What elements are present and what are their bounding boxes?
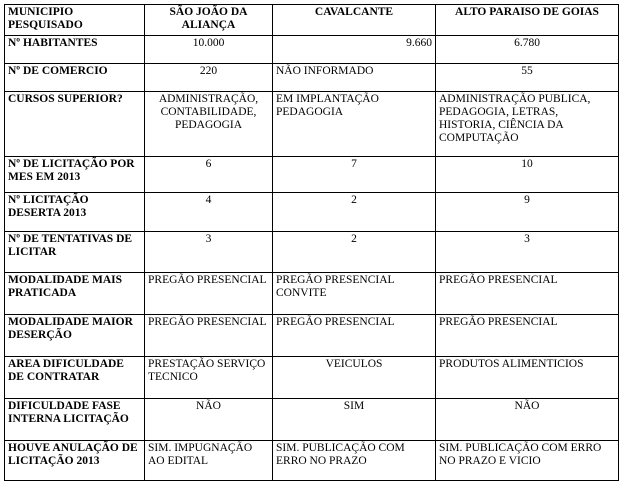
table-row [5, 157, 619, 193]
table-row [5, 64, 619, 92]
header-municipio: MUNICIPIO PESQUISADO [5, 5, 145, 36]
cell-value: PREGÃO PRESENCIAL [145, 273, 273, 315]
table-row [5, 315, 619, 357]
cell-value: PREGÃO PRESENCIAL [436, 273, 619, 315]
cell-value: PRESTAÇÃO SERVIÇO TECNICO [145, 357, 273, 399]
cell-value: 9 [436, 193, 619, 232]
table-row [5, 36, 619, 64]
cell-value: 6 [145, 157, 273, 193]
header-row [5, 5, 619, 36]
cell-value: SIM. PUBLICAÇÃO COM ERRO NO PRAZO [273, 441, 436, 481]
cell-value: 4 [145, 193, 273, 232]
row-label-tentativas: Nº DE TENTATIVAS DE LICITAR [5, 232, 145, 273]
cell-value: SIM. IMPUGNAÇÃO AO EDITAL [145, 441, 273, 481]
cell-value: 10.000 [145, 36, 273, 64]
cell-value: ADMINISTRAÇÃO PUBLICA, PEDAGOGIA, LETRAS, HISTORIA, CIÊNCIA DA COMPUTAÇÃO [436, 92, 619, 157]
table-row [5, 273, 619, 315]
header-sao-joao-da-alianca: SÃO JOÃO DA ALIANÇA [145, 5, 273, 36]
table-row [5, 232, 619, 273]
cell-value: PREGÃO PRESENCIAL CONVITE [273, 273, 436, 315]
cell-value: PREGÃO PRESENCIAL [436, 315, 619, 357]
header-alto-paraiso: ALTO PARAISO DE GOIAS [436, 5, 619, 36]
row-label-licitacao-mes: Nº DE LICITAÇÃO POR MES EM 2013 [5, 157, 145, 193]
cell-value: PREGÃO PRESENCIAL [145, 315, 273, 357]
cell-value: NÃO [145, 399, 273, 441]
table-row [5, 441, 619, 481]
row-label-cursos: CURSOS SUPERIOR? [5, 92, 145, 157]
cell-value: 2 [273, 232, 436, 273]
cell-value: 9.660 [273, 36, 436, 64]
table-row [5, 92, 619, 157]
cell-value: EM IMPLANTAÇÃO PEDAGOGIA [273, 92, 436, 157]
table-row [5, 193, 619, 232]
cell-value: 55 [436, 64, 619, 92]
municipality-survey-table [4, 4, 619, 481]
row-label-licitacao-deserta: Nº LICITAÇÃO DESERTA 2013 [5, 193, 145, 232]
cell-value: 10 [436, 157, 619, 193]
cell-value: SIM [273, 399, 436, 441]
cell-value: 3 [145, 232, 273, 273]
cell-value: SIM. PUBLICAÇÃO COM ERRO NO PRAZO E VICIO [436, 441, 619, 481]
table-row [5, 357, 619, 399]
row-label-modalidade-praticada: MODALIDADE MAIS PRATICADA [5, 273, 145, 315]
cell-value: ADMINISTRAÇÃO, CONTABILIDADE, PEDAGOGIA [145, 92, 273, 157]
table-row [5, 399, 619, 441]
row-label-area-dificuldade: AREA DIFICULDADE DE CONTRATAR [5, 357, 145, 399]
cell-value: 2 [273, 193, 436, 232]
row-label-modalidade-desercao: MODALIDADE MAIOR DESERÇÃO [5, 315, 145, 357]
row-label-anulacao: HOUVE ANULAÇÃO DE LICITAÇÃO 2013 [5, 441, 145, 481]
cell-value: PREGÃO PRESENCIAL [273, 315, 436, 357]
row-label-habitantes: Nº HABITANTES [5, 36, 145, 64]
cell-value: 7 [273, 157, 436, 193]
row-label-dificuldade-fase-interna: DIFICULDADE FASE INTERNA LICITAÇÃO [5, 399, 145, 441]
cell-value: NÃO INFORMADO [273, 64, 436, 92]
cell-value: 3 [436, 232, 619, 273]
cell-value: VEICULOS [273, 357, 436, 399]
cell-value: PRODUTOS ALIMENTICIOS [436, 357, 619, 399]
header-cavalcante: CAVALCANTE [273, 5, 436, 36]
cell-value: 220 [145, 64, 273, 92]
cell-value: 6.780 [436, 36, 619, 64]
cell-value: NÃO [436, 399, 619, 441]
row-label-comercio: Nº DE COMERCIO [5, 64, 145, 92]
